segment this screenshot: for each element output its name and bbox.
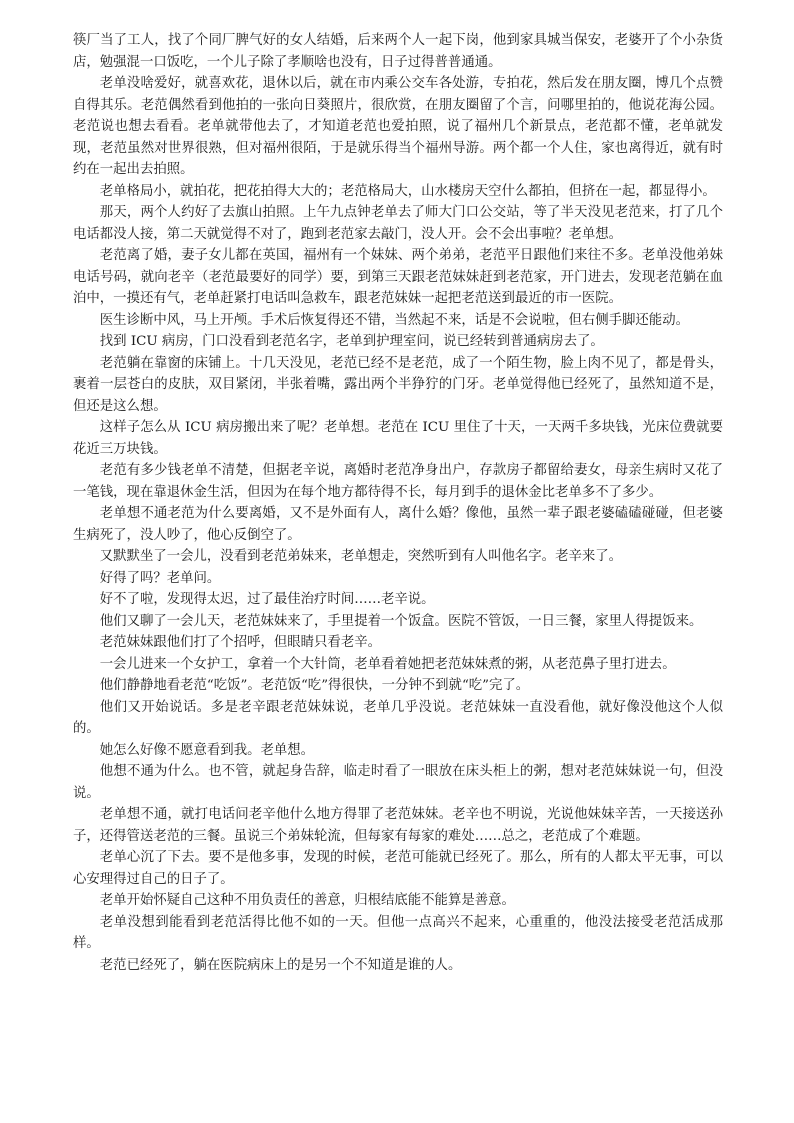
paragraph: 一会儿进来一个女护工，拿着一个大针筒，老单看着她把老范妹妹煮的粥，从老范鼻子里打进去。: [99, 656, 676, 672]
paragraph: 好得了吗？老单问。: [99, 570, 221, 586]
paragraph: 老范躺在靠窗的床铺上。十几天没见，老范已经不是老范，成了一个陌生物，脸上肉不见了，都是骨头，裹着一层苍白的皮肤，双目紧闭，半张着嘴，露出两个半狰狞的门牙。老单觉得他已经死了，虽然知道不是，但还是这么想。: [73, 355, 723, 414]
paragraph: 老范离了婚，妻子女儿都在英国，福州有一个妹妹、两个弟弟，老范平日跟他们来往不多。老单没他弟妹电话号码，就向老辛（老范最要好的同学）要，到第三天跟老范妹妹赶到老范家，开门进去，发现老范躺在血泊中，一摸还有气，老单赶紧打电话叫急救车，跟老范妹妹一起把老范送到最近的市一医院。: [73, 248, 723, 306]
paragraph: 老单开始怀疑自己这种不用负责任的善意，归根结底能不能算是善意。: [99, 893, 515, 908]
paragraph: 筷厂当了工人，找了个同厂脾气好的女人结婚，后来两个人一起下岗，他到家具城当保安，老婆开了个小杂货店，勉强混一口饭吃，一个儿子除了孝顺啥也没有，日子过得普普通通。: [73, 33, 723, 70]
paragraph: 老单格局小，就拍花，把花拍得大大的；老范格局大，山水楼房天空什么都拍，但挤在一起，都显得小。: [99, 183, 716, 199]
paragraph: 这样子怎么从 ICU 病房搬出来了呢？老单想。老范在 ICU 里住了十天，一天两千多块钱，光床位费就要花近三万块钱。: [73, 420, 723, 457]
paragraph: 老范已经死了，躺在医院病床上的是另一个不知道是谁的人。: [99, 957, 462, 973]
paragraph: 老单心沉了下去。要不是他多事，发现的时候，老范可能就已经死了。那么，所有的人都太平无事，可以心安理得过自己的日子了。: [73, 850, 723, 887]
paragraph: 老单没想到能看到老范活得比他不如的一天。但他一点高兴不起来，心重重的，他没法接受老范活成那样。: [73, 914, 723, 951]
paragraph: 老单没啥爱好，就喜欢花，退休以后，就在市内乘公交车各处游，专拍花，然后发在朋友圈，博几个点赞自得其乐。老范偶然看到他拍的一张向日葵照片，很欣赏，在朋友圈留了个言，问哪里拍的，他说花海公园。老范说也想去看看。老单就带他去了，才知道老范也爱拍照，说了福州几个新景点，老范都不懂，老单就发现，老范虽然对世界很熟，但对福州很陌，于是就乐得当个福州导游。两个都一个人住，家也离得近，就有时约在一起出去拍照。: [73, 76, 723, 177]
paragraph: 医生诊断中风，马上开颅。手术后恢复得还不错，当然起不来，话是不会说啦，但右侧手脚还能动。: [99, 312, 689, 328]
paragraph: 老单想不通，就打电话问老辛他什么地方得罪了老范妹妹。老辛也不明说，光说他妹妹辛苦，一天接送孙子，还得管送老范的三餐。虽说三个弟妹轮流，但每家有每家的难处……总之，老范成了个难题。: [73, 807, 723, 844]
paragraph: 他们静静地看老范“吃饭”。老范饭“吃”得很快，一分钟不到就“吃”完了。: [99, 678, 530, 693]
paragraph: 老单想不通老范为什么要离婚，又不是外面有人，离什么婚？像他，虽然一辈子跟老婆磕磕碰碰，但老婆生病死了，没人吵了，他心反倒空了。: [73, 506, 723, 543]
paragraph: 她怎么好像不愿意看到我。老单想。: [99, 742, 315, 758]
paragraph: 他们又聊了一会儿天，老范妹妹来了，手里提着一个饭盒。医院不管饭，一日三餐，家里人得提饭来。: [99, 613, 703, 629]
paragraph: 老范妹妹跟他们打了个招呼，但眼睛只看老辛。: [99, 635, 381, 650]
paragraph: 老范有多少钱老单不清楚，但据老辛说，离婚时老范净身出户，存款房子都留给妻女，母亲生病时又花了一笔钱，现在靠退休金生活，但因为在每个地方都待得不长，每月到手的退休金比老单多不了多少。: [73, 463, 723, 500]
paragraph: 又默默坐了一会儿，没看到老范弟妹来，老单想走，突然听到有人叫他名字。老辛来了。: [99, 549, 623, 564]
paragraph: 找到 ICU 病房，门口没看到老范名字，老单到护理室问，说已经转到普通病房去了。: [99, 334, 604, 349]
paragraph: 好不了啦，发现得太迟，过了最佳治疗时间……老辛说。: [99, 592, 435, 607]
document-page: [73, 30, 723, 976]
paragraph: 那天，两个人约好了去旗山拍照。上午九点钟老单去了师大门口公交站，等了半天没见老范来，打了几个电话都没人接，第二天就觉得不对了，跑到老范家去敲门，没人开。会不会出事啦？老单想。: [73, 205, 723, 242]
paragraph: 他们又开始说话。多是老辛跟老范妹妹说，老单几乎没说。老范妹妹一直没看他，就好像没他这个人似的。: [73, 699, 723, 736]
paragraph: 他想不通为什么。也不管，就起身告辞，临走时看了一眼放在床头柜上的粥，想对老范妹妹说一句，但没说。: [73, 764, 723, 801]
